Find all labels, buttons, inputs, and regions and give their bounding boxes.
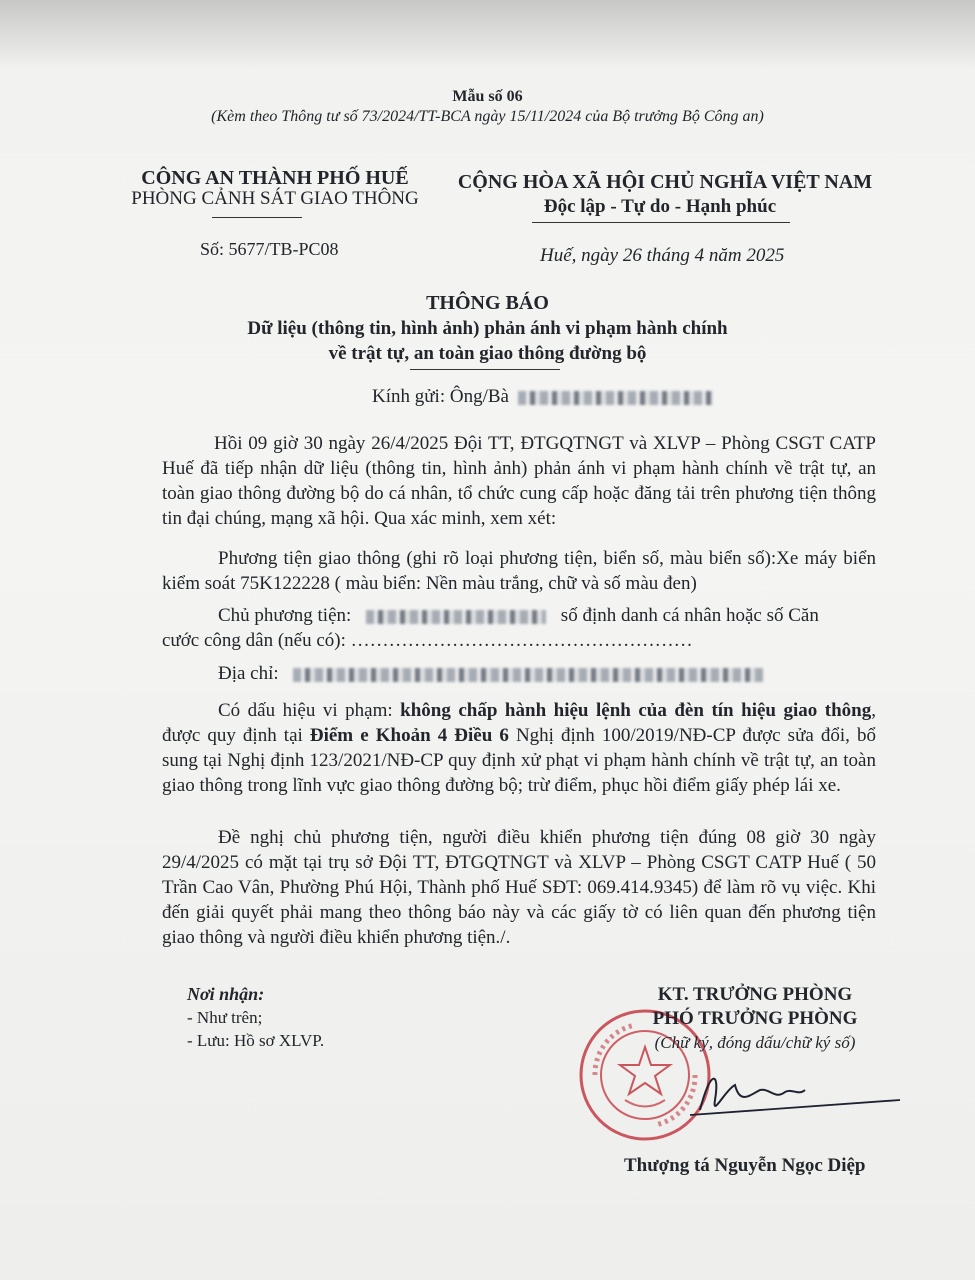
violation-text: không chấp hành hiệu lệnh của đèn tín hiệu giao thông (400, 700, 872, 721)
addressee-line (372, 386, 713, 408)
redacted-owner (366, 610, 546, 624)
document-date: Huế, ngày 26 tháng 4 năm 2025 (540, 245, 785, 266)
signature-title-1: KT. TRƯỞNG PHÒNG (657, 984, 853, 1005)
notice-title: THÔNG BÁO (426, 292, 549, 314)
address-line (218, 663, 763, 685)
motto-underline (532, 222, 790, 223)
citizen-id-line: cước công dân (nếu có): ……………………………………………… (162, 630, 693, 651)
notice-subtitle-2: về trật tự, an toàn giao thông đường bộ (328, 343, 647, 364)
owner-label: Chủ phương tiện: (218, 605, 352, 626)
document-number: Số: 5677/TB-PC08 (200, 239, 339, 259)
form-reference: (Kèm theo Thông tư số 73/2024/TT-BCA ngày 15/11/2024 của Bộ trưởng Bộ Công an) (211, 108, 764, 125)
redacted-address (293, 668, 763, 682)
paragraph-receipt: Hồi 09 giờ 30 ngày 26/4/2025 Đội TT, ĐTGQTNGT và XLVP – Phòng CSGT CATP Huế đã tiếp nhận dữ liệu (thông tin, hình ảnh) phản ánh vi phạm hành chính về trật tự, an toàn giao thông đường bộ do cá nhân, tổ chức cung cấp hoặc đăng tải trên phương tiện thông tin đại chúng, mạng xã hội. Qua xác minh, xem xét: (162, 433, 876, 529)
signature-title-2: PHÓ TRƯỞNG PHÒNG (652, 1008, 858, 1029)
violation-mid: , được quy định tại (162, 700, 876, 746)
redacted-name (518, 391, 713, 405)
agency-name: PHÒNG CẢNH SÁT GIAO THÔNG (131, 188, 419, 209)
nation-title: CỘNG HÒA XÃ HỘI CHỦ NGHĨA VIỆT NAM (457, 171, 873, 193)
violation-tail: Nghị định 100/2019/NĐ-CP được sửa đổi, bổ sung tại Nghị định 123/2021/NĐ-CP quy định xử phạt vi phạm hành chính về trật tự, an toàn giao thông trong lĩnh vực giao thông đường bộ; trừ điểm, phục hồi điểm giấy phép lái xe. (162, 725, 876, 796)
signer-name: Thượng tá Nguyễn Ngọc Diệp (624, 1155, 866, 1176)
violation-lead: Có dấu hiệu vi phạm: (218, 700, 401, 721)
notice-subtitle-1: Dữ liệu (thông tin, hình ảnh) phản ánh vi phạm hành chính (247, 318, 728, 339)
paragraph-violation (162, 698, 876, 798)
recipient-item: - Như trên; (187, 1008, 263, 1027)
owner-id-label: số định danh cá nhân hoặc số Căn (560, 605, 819, 626)
form-number: Mẫu số 06 (452, 88, 523, 105)
agency-underline (212, 217, 302, 218)
addressee-label: Kính gửi: Ông/Bà (372, 386, 509, 407)
paragraph-summons: Đề nghị chủ phương tiện, người điều khiển phương tiện đúng 08 giờ 30 ngày 29/4/2025 có mặt tại trụ sở Đội TT, ĐTGQTNGT và XLVP – Phòng CSGT CATP Huế ( 50 Trần Cao Vân, Phường Phú Hội, Thành phố Huế SĐT: 069.414.9345) để làm rõ vụ việc. Khi đến giải quyết phải mang theo thông báo này và các giấy tờ có liên quan đến phương tiện giao thông và người điều khiển phương tiện./. (162, 827, 876, 948)
recipients-label: Nơi nhận: (187, 984, 265, 1004)
nation-motto: Độc lập - Tự do - Hạnh phúc (543, 196, 777, 217)
paragraph-vehicle: Phương tiện giao thông (ghi rõ loại phương tiện, biển số, màu biển số):Xe máy biển kiểm soát 75K122228 ( màu biển: Nền màu trắng, chữ và số màu đen) (162, 548, 876, 594)
owner-line (218, 605, 819, 627)
address-label: Địa chỉ: (218, 663, 279, 684)
handwritten-signature-icon (680, 1060, 910, 1130)
page-shadow (0, 0, 975, 70)
agency-parent: CÔNG AN THÀNH PHỐ HUẾ (141, 167, 409, 189)
title-underline (410, 369, 560, 370)
signature-note: (Chữ ký, đóng dấu/chữ ký số) (654, 1033, 856, 1052)
violation-article: Điểm e Khoản 4 Điều 6 (309, 725, 509, 746)
recipient-item: - Lưu: Hồ sơ XLVP. (187, 1031, 325, 1050)
